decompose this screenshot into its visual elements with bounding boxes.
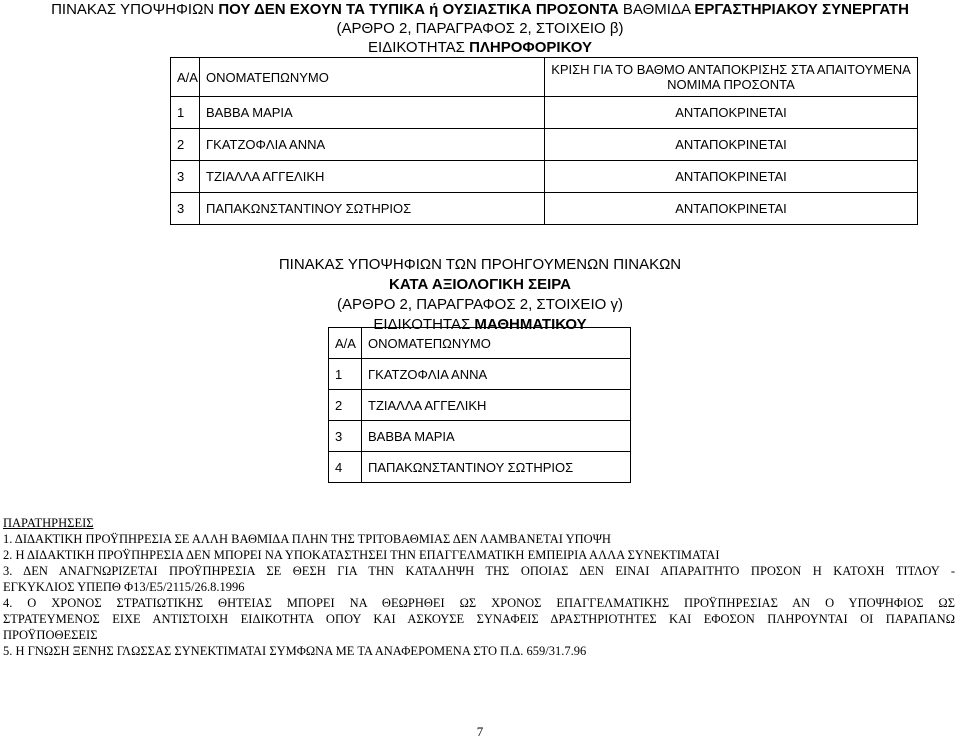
row-judgment: ΑΝΤΑΠΟΚΡΙΝΕΤΑΙ (545, 193, 918, 225)
table-row (171, 193, 918, 225)
note-item: 5. Η ΓΝΩΣΗ ΞΕΝΗΣ ΓΛΩΣΣΑΣ ΣΥΝΕΚΤΙΜΑΤΑΙ ΣΥΜΦΩΝΑ ΜΕ ΤΑ ΑΝΑΦΕΡΟΜΕΝΑ ΣΤΟ Π.Δ. 659/31.7.96 (3, 644, 587, 658)
row-num: 2 (171, 129, 200, 161)
header-num: Α/Α (171, 58, 200, 97)
table-row (171, 161, 918, 193)
row-num: 1 (329, 359, 362, 390)
row-num: 1 (171, 97, 200, 129)
note-item: 2. Η ΔΙΔΑΚΤΙΚΗ ΠΡΟΫΠΗΡΕΣΙΑ ΔΕΝ ΜΠΟΡΕΙ ΝΑ ΥΠΟΚΑΤΑΣΤΗΣΕΙ ΤΗΝ ΕΠΑΓΓΕΛΜΑΤΙΚΗ ΕΜΠΕΙΡΙΑ ΑΛΛΑ ΣΥΝΕΚΤΙΜΑΤΑΙ (3, 548, 720, 562)
section2-title (0, 255, 960, 335)
table-header-row (329, 328, 631, 359)
page-number: 7 (476, 724, 484, 739)
row-num: 3 (329, 421, 362, 452)
notes-section (3, 515, 955, 659)
section2-title-line4: ΕΙΔΙΚΟΤΗΤΑΣ ΜΑΘΗΜΑΤΙΚΟΥ (373, 316, 587, 333)
row-judgment: ΑΝΤΑΠΟΚΡΙΝΕΤΑΙ (545, 129, 918, 161)
section1-title-line2: (ΑΡΘΡΟ 2, ΠΑΡΑΓΡΑΦΟΣ 2, ΣΤΟΙΧΕΙΟ β) (336, 20, 624, 37)
table-row (171, 129, 918, 161)
note-item-continuation: ΣΤΡΑΤΕΥΜΕΝΟΣ ΕΙΧΕ ΑΝΤΙΣΤΟΙΧΗ ΕΙΔΙΚΟΤΗΤΑ ΟΠΟΥ ΚΑΙ ΑΣΚΟΥΣΕ ΣΥΝΑΦΕΙΣ ΔΡΑΣΤΗΡΙΟΤΗΤΕΣ ΚΑΙ ΕΦΟΣΟΝ ΠΛΗΡΟΥΝΤΑΙ ΟΙ ΠΑΡΑΠΑΝΩ (3, 612, 955, 626)
header-num: Α/Α (329, 328, 362, 359)
section1-title-line3: ΕΙΔΙΚΟΤΗΤΑΣ ΠΛΗΡΟΦΟΡΙΚΟΥ (368, 39, 592, 56)
note-item: 1. ΔΙΔΑΚΤΙΚΗ ΠΡΟΫΠΗΡΕΣΙΑ ΣΕ ΑΛΛΗ ΒΑΘΜΙΔΑ ΠΛΗΝ ΤΗΣ ΤΡΙΤΟΒΑΘΜΙΑΣ ΔΕΝ ΛΑΜΒΑΝΕΤΑΙ ΥΠΟΨΗ (3, 532, 611, 546)
row-judgment: ΑΝΤΑΠΟΚΡΙΝΕΤΑΙ (545, 161, 918, 193)
row-name: ΒΑΒΒΑ ΜΑΡΙΑ (200, 97, 545, 129)
table-header-row (171, 58, 918, 97)
section1-title (0, 0, 960, 57)
table-row (171, 97, 918, 129)
note-item-continuation: ΠΡΟΫΠΟΘΕΣΕΙΣ (3, 628, 98, 642)
note-item-continuation: ΕΓΚΥΚΛΙΟΣ ΥΠΕΠΘ Φ13/Ε5/2115/26.8.1996 (3, 580, 245, 594)
candidates-judgment-table (170, 57, 918, 225)
header-name: ΟΝΟΜΑΤΕΠΩΝΥΜΟ (200, 58, 545, 97)
row-judgment: ΑΝΤΑΠΟΚΡΙΝΕΤΑΙ (545, 97, 918, 129)
row-num: 3 (171, 193, 200, 225)
table-row (329, 390, 631, 421)
table-row (329, 452, 631, 483)
ranking-table (328, 327, 631, 483)
row-name: ΤΖΙΑΛΛΑ ΑΓΓΕΛΙΚΗ (200, 161, 545, 193)
section1-title-line1: ΠΙΝΑΚΑΣ ΥΠΟΨΗΦΙΩΝ ΠΟΥ ΔΕΝ ΕΧΟΥΝ ΤΑ ΤΥΠΙΚΑ ή ΟΥΣΙΑΣΤΙΚΑ ΠΡΟΣΟΝΤΑ ΒΑΘΜΙΔΑ ΕΡΓΑΣΤΗΡΙΑΚΟΥ ΣΥΝΕΡΓΑΤΗ (51, 1, 909, 18)
header-judgment: ΚΡΙΣΗ ΓΙΑ ΤΟ ΒΑΘΜΟ ΑΝΤΑΠΟΚΡΙΣΗΣ ΣΤΑ ΑΠΑΙΤΟΥΜΕΝΑ ΝΟΜΙΜΑ ΠΡΟΣΟΝΤΑ (545, 58, 918, 97)
notes-heading: ΠΑΡΑΤΗΡΗΣΕΙΣ (3, 516, 94, 530)
row-name: ΓΚΑΤΖΟΦΛΙΑ ΑΝΝΑ (362, 359, 631, 390)
note-item: 3. ΔΕΝ ΑΝΑΓΝΩΡΙΖΕΤΑΙ ΠΡΟΫΠΗΡΕΣΙΑ ΣΕ ΘΕΣΗ ΓΙΑ ΤΗΝ ΚΑΤΑΛΗΨΗ ΤΗΣ ΟΠΟΙΑΣ ΔΕΝ ΕΙΝΑΙ ΑΠΑΡΑΙΤΗΤΟ ΠΡΟΣΟΝ Η ΚΑΤΟΧΗ ΤΙΤΛΟΥ - (3, 564, 955, 578)
row-name: ΒΑΒΒΑ ΜΑΡΙΑ (362, 421, 631, 452)
note-item: 4. Ο ΧΡΟΝΟΣ ΣΤΡΑΤΙΩΤΙΚΗΣ ΘΗΤΕΙΑΣ ΜΠΟΡΕΙ ΝΑ ΘΕΩΡΗΘΕΙ ΩΣ ΧΡΟΝΟΣ ΕΠΑΓΓΕΛΜΑΤΙΚΗΣ ΠΡΟΫΠΗΡΕΣΙΑΣ ΑΝ Ο ΥΠΟΨΗΦΙΟΣ ΩΣ (3, 596, 955, 610)
section2-title-line3: (ΑΡΘΡΟ 2, ΠΑΡΑΓΡΑΦΟΣ 2, ΣΤΟΙΧΕΙΟ γ) (337, 296, 623, 313)
row-name: ΠΑΠΑΚΩΝΣΤΑΝΤΙΝΟΥ ΣΩΤΗΡΙΟΣ (362, 452, 631, 483)
row-num: 4 (329, 452, 362, 483)
header-name: ΟΝΟΜΑΤΕΠΩΝΥΜΟ (362, 328, 631, 359)
row-name: ΠΑΠΑΚΩΝΣΤΑΝΤΙΝΟΥ ΣΩΤΗΡΙΟΣ (200, 193, 545, 225)
row-name: ΓΚΑΤΖΟΦΛΙΑ ΑΝΝΑ (200, 129, 545, 161)
section2-title-line2: ΚΑΤΑ ΑΞΙΟΛΟΓΙΚΗ ΣΕΙΡΑ (388, 276, 571, 293)
row-num: 2 (329, 390, 362, 421)
table-row (329, 421, 631, 452)
row-num: 3 (171, 161, 200, 193)
section2-title-line1: ΠΙΝΑΚΑΣ ΥΠΟΨΗΦΙΩΝ ΤΩΝ ΠΡΟΗΓΟΥΜΕΝΩΝ ΠΙΝΑΚΩΝ (278, 256, 682, 273)
table-row (329, 359, 631, 390)
row-name: ΤΖΙΑΛΛΑ ΑΓΓΕΛΙΚΗ (362, 390, 631, 421)
